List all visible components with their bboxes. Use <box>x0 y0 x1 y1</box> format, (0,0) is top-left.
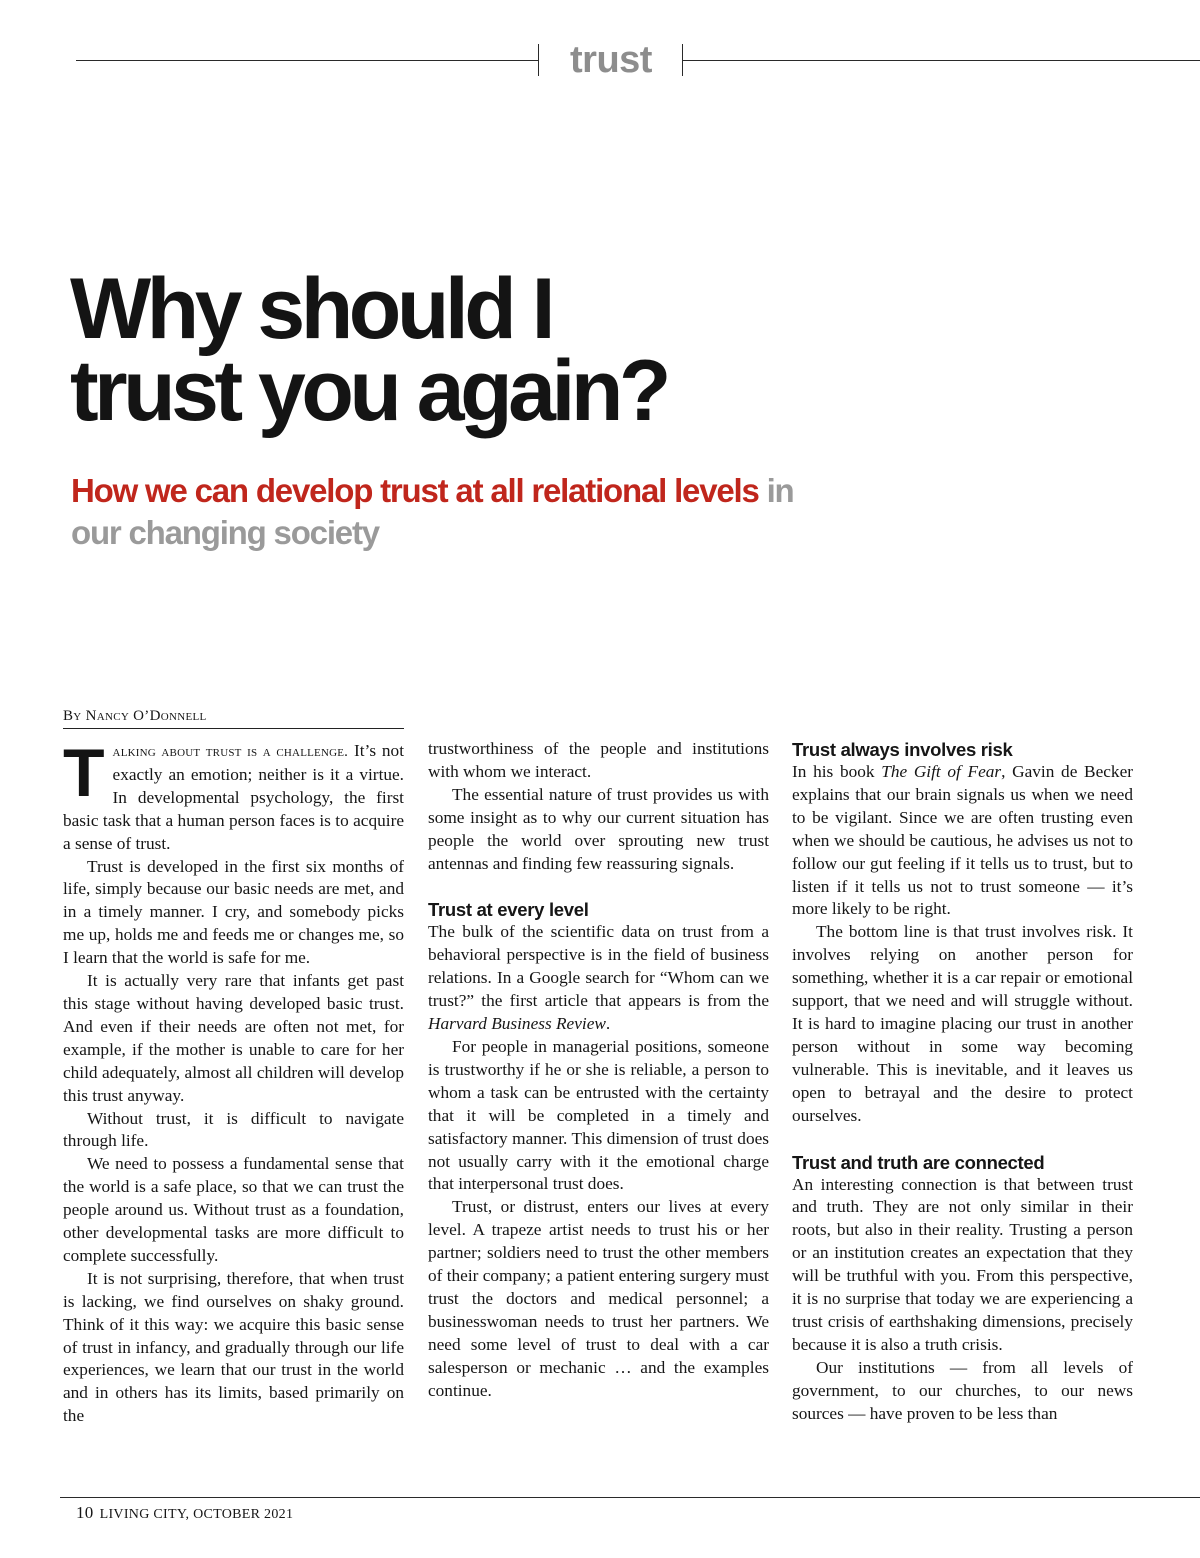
paragraph: It is actually very rare that infants get past this stage without having developed basic trust. And even if their needs are often not met, for example, if the mother is unable to care for her child adequately, almost all children will develop this trust anyway. <box>63 971 404 1105</box>
header-tick-left <box>538 44 539 76</box>
header-rule-right <box>682 60 1200 61</box>
subtitle-rest: in our changing society <box>71 472 794 551</box>
paragraph: trustworthiness of the people and institutions with whom we interact. <box>428 739 769 781</box>
text-run: . <box>605 1014 611 1034</box>
paragraph: Our institutions — from all levels of government, to our churches, to our news sources — have proven to be less than <box>792 1357 1133 1423</box>
publication-title: Harvard Business Review <box>428 1014 606 1034</box>
page-footer <box>76 1503 293 1523</box>
paragraph: Trust is developed in the first six months of life, simply because our basic needs are met, and in a timely manner. I cry, and somebody picks me up, holds me and feeds me or changes me, so I learn that the world is safe for me. <box>63 856 404 968</box>
subtitle-highlight: How we can develop trust at all relational levels <box>71 472 759 509</box>
column-2 <box>428 738 769 1402</box>
text-run: In his book <box>792 762 882 781</box>
subheading-trust-and-truth: Trust and truth are connected <box>792 1151 1045 1173</box>
header-rule-left <box>76 60 538 61</box>
text-run: The bulk of the scientific data on trust from a behavioral perspective is in the field of business relations. In a Google search for “Whom can we trust?” the first article that appears is from the <box>428 922 769 1011</box>
paragraph <box>792 761 1133 921</box>
book-title: The Gift of Fear <box>881 762 1002 781</box>
title-line-2: trust you again? <box>70 343 667 439</box>
paragraph: An interesting connection is that between trust and truth. They are not only similar in their roots, but also in their reality. Trusting a person or an institution creates an expectation that they will be truthful with you. From this perspective, it is no surprise that today we are experiencing a trust crisis of earthshaking dimensions, precisely because it is also a truth crisis. <box>792 1174 1133 1354</box>
lead-in: alking about trust is a challenge. <box>112 744 349 760</box>
text-run: , Gavin de Becker explains that our brain signals us when we need to be vigilant. Since we are often trusting even when we should be cautious, he advises us not to follow our gut feeling if it tells us to trust, but to listen if it tells us not to trust someone — it’s more likely to be right. <box>792 762 1133 919</box>
drop-cap: T <box>63 735 105 811</box>
page-number: 10 <box>76 1503 94 1522</box>
paragraph: The essential nature of trust provides us with some insight as to why our current situation has people the world over sprouting new trust antennas and finding few reassuring signals. <box>428 784 769 873</box>
section-gap <box>792 1128 1133 1151</box>
paragraph: Without trust, it is difficult to navigate through life. <box>63 1108 404 1151</box>
article-subtitle <box>71 470 831 554</box>
title-line-1: Why should I <box>70 261 552 357</box>
column-1 <box>63 735 404 1428</box>
byline: By Nancy O’Donnell <box>63 706 404 729</box>
paragraph <box>428 921 769 1036</box>
column-3 <box>792 738 1133 1425</box>
paragraph: Trust, or distrust, enters our lives at every level. A trapeze artist needs to trust his or her partner; soldiers need to trust the other members of their company; a patient entering surgery must trust the doctors and medical personnel; a businesswoman needs to trust her partners. We need some level of trust to deal with a car salesperson or mechanic … and the examples continue. <box>428 1197 769 1400</box>
section-gap <box>428 875 769 898</box>
paragraph-intro <box>63 735 404 856</box>
paragraph: We need to possess a fundamental sense that the world is a safe place, so that we can trust the people around us. Without trust as a foundation, other developmental tasks are more difficult to complete successfully. <box>63 1154 404 1265</box>
paragraph: It is not surprising, therefore, that when trust is lacking, we find ourselves on shaky ground. Think of it this way: we acquire this basic sense of trust in infancy, and gradually through our life experiences, we learn that our trust in the world and in others has its limits, based primarily on the <box>63 1268 404 1426</box>
paragraph: The bottom line is that trust involves risk. It involves relying on another person for something, whether it is a car repair or emotional support, that we need and will struggle without. It is hard to imagine placing our trust in another person without in some way becoming vulnerable. This is inevitable, and it leaves us open to betrayal and the desire to protect ourselves. <box>792 922 1133 1125</box>
paragraph: For people in managerial positions, someone is trustworthy if he or she is reliable, a person to whom a task can be entrusted with the certainty that it will be completed in a timely and satisfactory manner. This dimension of trust does not usually carry with it the emotional charge that interpersonal trust does. <box>428 1036 769 1194</box>
footer-rule <box>60 1497 1200 1498</box>
subheading-trust-involves-risk: Trust always involves risk <box>792 739 1013 760</box>
intro-text: It’s not exactly an emotion; neither is it a virtue. In developmental psychology, the first basic task that a human person faces is to acquire a sense of trust. <box>63 741 404 853</box>
subheading-trust-at-every-level: Trust at every level <box>428 899 589 921</box>
section-label: trust <box>570 39 652 81</box>
publication-info: LIVING CITY, OCTOBER 2021 <box>99 1507 294 1522</box>
article-title <box>70 261 830 439</box>
